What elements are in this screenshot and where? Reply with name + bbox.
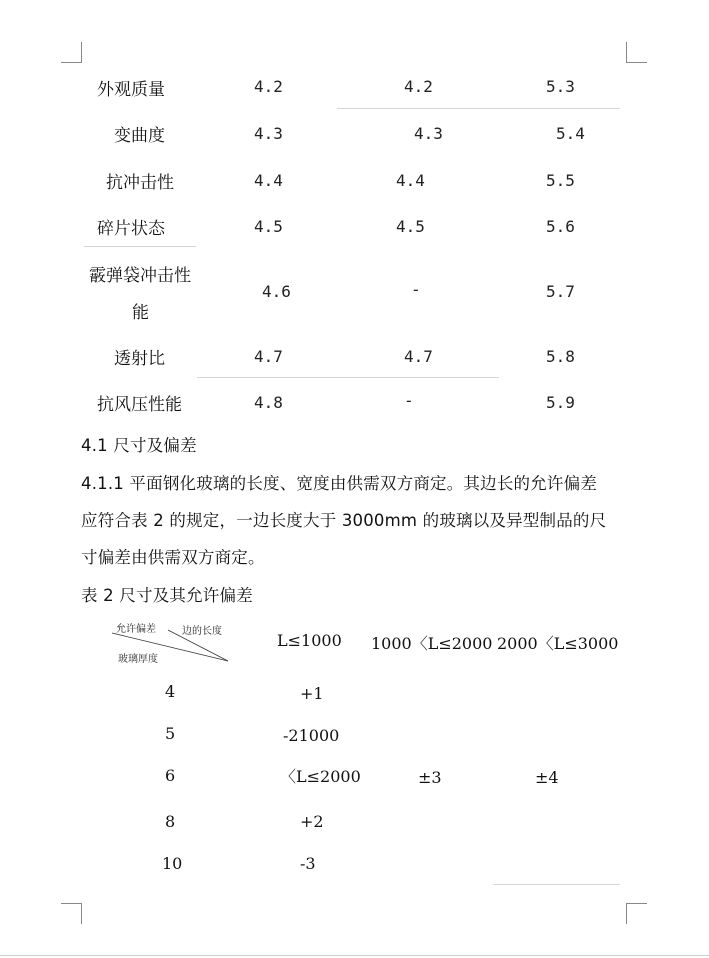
row-label: 透射比 <box>114 349 165 369</box>
row-label: 碎片状态 <box>97 219 165 239</box>
column-header: L≤1000 <box>277 631 342 650</box>
cell-value: 4.4 <box>396 171 425 190</box>
corner-mark-top-left <box>61 42 82 63</box>
thickness-value: 5 <box>165 724 176 743</box>
row-label: 抗风压性能 <box>97 395 182 415</box>
cell-value: 4.3 <box>254 124 283 143</box>
cell-value: - <box>404 391 414 410</box>
row-label: 霰弹袋冲击性 <box>89 266 191 286</box>
cell-value: 4.7 <box>404 347 433 366</box>
cell-value: 5.7 <box>546 282 575 301</box>
paragraph-line: 寸偏差由供需双方商定。 <box>81 548 265 567</box>
cell-value: 4.7 <box>254 347 283 366</box>
cell-value: 4.4 <box>254 171 283 190</box>
tolerance-value: ±3 <box>418 768 442 787</box>
diagonal-label-tolerance: 允许偏差 <box>116 624 156 635</box>
tolerance-value: 〈L≤2000 <box>280 767 361 786</box>
cell-value: 5.5 <box>546 171 575 190</box>
column-header: 1000〈L≤2000 <box>371 634 493 653</box>
corner-mark-top-right <box>626 42 647 63</box>
row-label: 变曲度 <box>114 126 165 146</box>
cell-value: 4.6 <box>262 282 291 301</box>
tolerance-value: +1 <box>300 684 324 703</box>
thickness-value: 8 <box>165 812 176 831</box>
tolerance-value: -21000 <box>283 726 340 745</box>
cell-value: 4.5 <box>396 217 425 236</box>
table-divider <box>337 108 620 109</box>
column-header: 2000〈L≤3000 <box>497 634 619 653</box>
table-divider <box>493 884 620 885</box>
row-label-continued: 能 <box>132 303 149 323</box>
thickness-value: 6 <box>165 766 176 785</box>
thickness-value: 4 <box>165 682 176 701</box>
tolerance-value: -3 <box>300 854 316 873</box>
diagonal-label-thickness: 玻璃厚度 <box>118 654 158 665</box>
cell-value: - <box>411 280 421 299</box>
row-label: 抗冲击性 <box>106 173 174 193</box>
cell-value: 4.2 <box>254 77 283 96</box>
diagonal-label-edge-length: 边的长度 <box>182 626 222 637</box>
corner-mark-bottom-left <box>61 903 82 924</box>
tolerance-value: +2 <box>300 812 324 831</box>
cell-value: 4.8 <box>254 393 283 412</box>
cell-value: 4.5 <box>254 217 283 236</box>
table-caption: 表 2 尺寸及其允许偏差 <box>81 586 253 605</box>
page-bottom-edge <box>0 955 709 956</box>
thickness-value: 10 <box>162 854 183 873</box>
section-heading: 4.1 尺寸及偏差 <box>81 436 197 455</box>
row-label: 外观质量 <box>97 80 165 100</box>
cell-value: 5.8 <box>546 347 575 366</box>
cell-value: 4.3 <box>414 124 443 143</box>
cell-value: 5.6 <box>546 217 575 236</box>
cell-value: 5.3 <box>546 77 575 96</box>
cell-value: 5.4 <box>556 124 585 143</box>
paragraph-line: 4.1.1 平面钢化玻璃的长度、宽度由供需双方商定。其边长的允许偏差 <box>81 474 598 493</box>
cell-value: 5.9 <box>546 393 575 412</box>
tolerance-value: ±4 <box>535 768 559 787</box>
table-divider <box>197 377 499 378</box>
table-divider <box>84 246 196 247</box>
paragraph-line: 应符合表 2 的规定，一边长度大于 3000mm 的玻璃以及异型制品的尺 <box>81 511 607 530</box>
corner-mark-bottom-right <box>626 903 647 924</box>
cell-value: 4.2 <box>404 77 433 96</box>
